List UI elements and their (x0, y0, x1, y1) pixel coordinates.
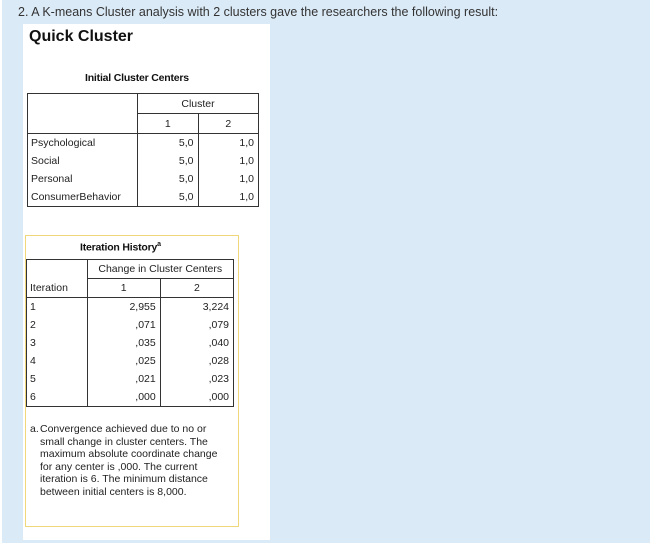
row-label: ConsumerBehavior (28, 188, 138, 207)
iteration-history-title-text: Iteration History (80, 241, 158, 254)
cluster-1-header: 1 (138, 114, 199, 134)
iteration-number: 2 (27, 316, 88, 334)
iteration-number: 6 (27, 388, 88, 407)
table-row (28, 134, 259, 153)
cell-value: ,040 (160, 334, 233, 352)
cell-value: 5,0 (138, 188, 199, 207)
initial-centers-title: Initial Cluster Centers (85, 72, 189, 84)
iteration-number: 5 (27, 370, 88, 388)
question-panel (2, 0, 650, 543)
cell-value: 5,0 (138, 134, 199, 153)
cluster-header: Cluster (138, 94, 259, 114)
ih-cluster-1-header: 1 (87, 279, 160, 298)
cell-value: 1,0 (198, 188, 259, 207)
table-row (27, 298, 234, 317)
iteration-history-title (80, 241, 161, 254)
table-row (27, 316, 234, 334)
cell-value: 1,0 (198, 134, 259, 153)
initial-centers-table (27, 93, 259, 207)
iteration-corner (27, 260, 88, 279)
change-header: Change in Cluster Centers (87, 260, 234, 279)
iteration-header: Iteration (27, 279, 88, 298)
cell-value: 5,0 (138, 170, 199, 188)
cell-value: ,035 (87, 334, 160, 352)
cluster-2-header: 2 (198, 114, 259, 134)
cell-value: 2,955 (87, 298, 160, 317)
iteration-number: 3 (27, 334, 88, 352)
cell-value: ,079 (160, 316, 233, 334)
iteration-history-table (26, 259, 234, 407)
row-label: Social (28, 152, 138, 170)
cell-value: ,071 (87, 316, 160, 334)
iteration-footnote (30, 423, 230, 499)
question-text: 2. A K-means Cluster analysis with 2 clusters gave the researchers the following result: (18, 5, 499, 19)
cell-value: 1,0 (198, 152, 259, 170)
footnote-marker: a. (30, 423, 39, 435)
table-row (28, 152, 259, 170)
cell-value: 3,224 (160, 298, 233, 317)
cell-value: ,000 (160, 388, 233, 407)
corner-cell (28, 94, 138, 134)
quick-cluster-title: Quick Cluster (29, 28, 134, 45)
table-row (27, 352, 234, 370)
footnote-text: Convergence achieved due to no or small change in cluster centers. The maximum absolute coordinate change for any center is ,000. The current iteration is 6. The minimum distance between initial centers is 8,000. (40, 423, 218, 498)
iteration-number: 1 (27, 298, 88, 317)
table-row (28, 188, 259, 207)
cell-value: 1,0 (198, 170, 259, 188)
ih-cluster-2-header: 2 (160, 279, 233, 298)
table-row (27, 388, 234, 407)
cell-value: ,028 (160, 352, 233, 370)
iteration-number: 4 (27, 352, 88, 370)
cell-value: ,021 (87, 370, 160, 388)
cell-value: ,000 (87, 388, 160, 407)
table-row (27, 370, 234, 388)
row-label: Personal (28, 170, 138, 188)
row-label: Psychological (28, 134, 138, 153)
spss-output (23, 24, 270, 540)
cell-value: ,025 (87, 352, 160, 370)
cell-value: ,023 (160, 370, 233, 388)
footnote-marker-sup: a (157, 241, 161, 248)
table-row (27, 334, 234, 352)
cell-value: 5,0 (138, 152, 199, 170)
table-row (28, 170, 259, 188)
